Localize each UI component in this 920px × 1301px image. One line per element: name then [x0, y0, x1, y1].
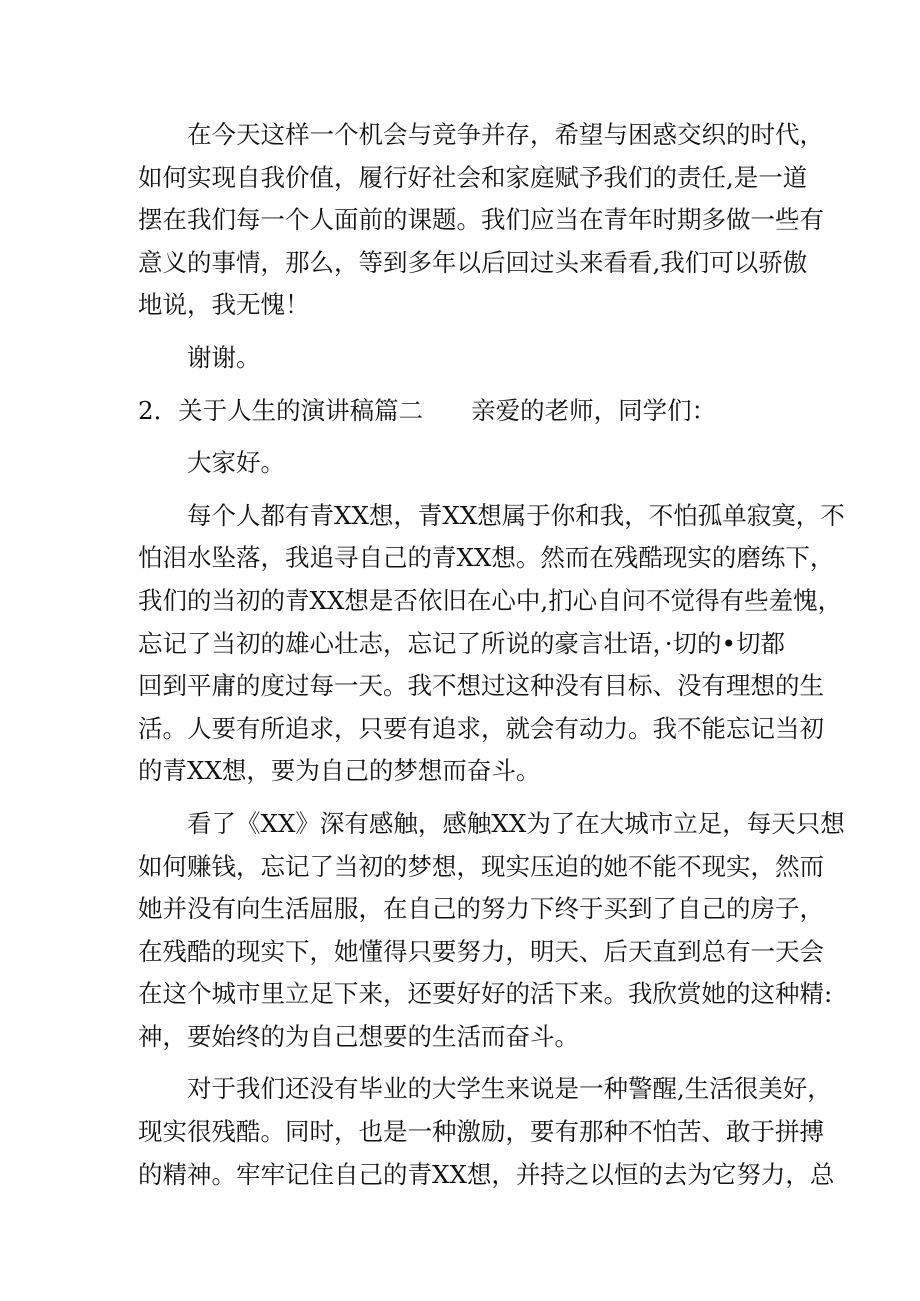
paragraph-line: 忘记了当初的雄心壮志，忘记了所说的豪言壮语，·切的•切都	[138, 628, 785, 658]
paragraph-line: 现实很残酷。同时，也是一种激励，要有那种不怕苦、敢于拼搏	[138, 1117, 824, 1147]
paragraph-line: 在残酷的现实下，她懂得只要努力，明天、后天直到总有一天会	[138, 936, 824, 966]
paragraph-line: 摆在我们每一个人面前的课题。我们应当在青年时期多做一些有	[138, 205, 824, 235]
thanks-line: 谢谢。	[187, 342, 261, 372]
paragraph-line: 如何实现自我价值，履行好社会和家庭赋予我们的责任,是一道	[138, 162, 808, 192]
paragraph-line: 如何赚钱，忘记了当初的梦想，现实压迫的她不能不现实，然而	[138, 851, 824, 881]
section-heading	[138, 390, 788, 433]
paragraph-line: 怕泪水坠落，我追寻自己的青XX想。然而在残酷现实的磨练下，	[138, 543, 835, 573]
paragraph-line: 神，要始终的为自己想要的生活而奋斗。	[138, 1021, 579, 1051]
paragraph-line: 她并没有向生活屈服，在自己的努力下终于买到了自己的房子，	[138, 894, 824, 924]
section-title: 2．关于人生的演讲稿篇二	[138, 395, 424, 425]
paragraph-line: 意义的事情，那么，等到多年以后回过头来看看,我们可以骄傲	[138, 247, 808, 277]
paragraph-2	[138, 495, 845, 793]
document-body	[138, 114, 845, 1196]
paragraph-line: 看了《XX》深有感触，感触XX为了在大城市立足，每天只想	[187, 808, 845, 838]
paragraph-1	[138, 114, 824, 327]
paragraph-line: 的精神。牢牢记住自己的青XX想，并持之以恒的去为它努力，总	[138, 1159, 835, 1189]
paragraph-line: 活。人要有所追求，只要有追求，就会有动力。我不能忘记当初	[138, 713, 824, 743]
paragraph-line: 在这个城市里立足下来，还要好好的活下来。我欣赏她的这种精:	[138, 979, 833, 1009]
paragraph-line: 对于我们还没有毕业的大学生来说是一种警醒,生活很美好，	[187, 1074, 832, 1104]
greeting-line: 大家好。	[187, 448, 285, 478]
paragraph-3	[138, 803, 845, 1059]
paragraph-line: 每个人都有青XX想，青XX想属于你和我，不怕孤单寂寞，不	[187, 500, 845, 530]
paragraph-line: 地说，我无愧！	[138, 290, 310, 320]
paragraph-line: 我们的当初的青XX想是否依旧在心中,扪心自问不觉得有些羞愧，	[138, 585, 843, 615]
paragraph-line: 的青XX想，要为自己的梦想而奋斗。	[138, 756, 541, 786]
paragraph-line: 回到平庸的度过每一天。我不想过这种没有目标、没有理想的生	[138, 671, 824, 701]
salutation: 亲爱的老师，同学们：	[471, 395, 717, 425]
paragraph-4	[138, 1068, 835, 1196]
paragraph-line: 在今天这样一个机会与竞争并存，希望与困惑交织的时代，	[187, 120, 824, 149]
